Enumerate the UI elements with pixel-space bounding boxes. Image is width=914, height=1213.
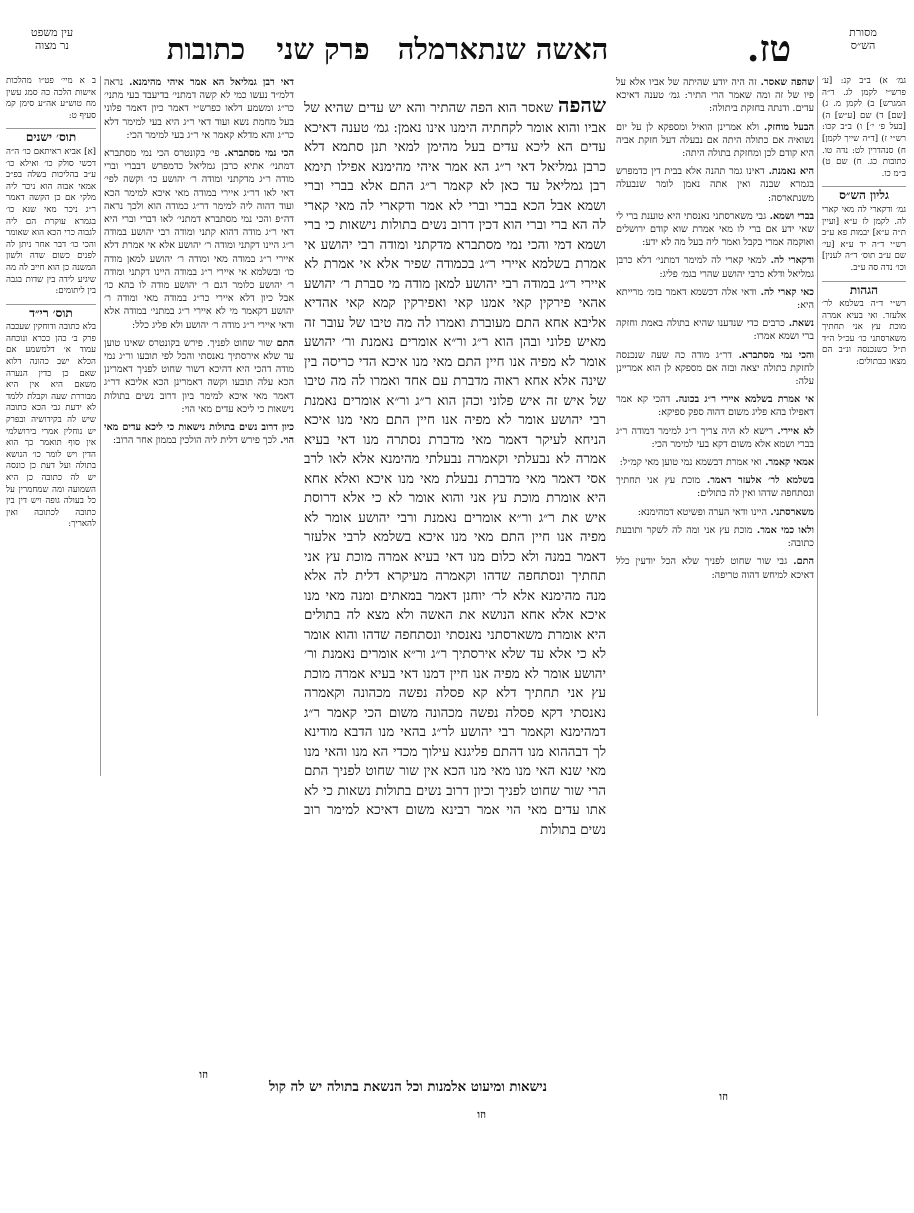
masoret-hashas-header xyxy=(820,26,906,72)
masoret-label: מסורת הש״ס xyxy=(849,26,877,52)
rashi-commentary-text: ולא אמרינן הואיל ומספקא לן על יום נשואיה אם כתולה היתה אם נבעלה דעל חזקת אביה היא קודם לכן ומחזקת בתולה היתה: xyxy=(616,121,814,160)
rashi-column xyxy=(616,76,814,1088)
tosafot-paragraph xyxy=(104,147,294,332)
tosafot-dibbur-hamatchil: דאי רבן גמליאל הא אמר איהי מהימנא. xyxy=(123,77,294,88)
rashi-paragraph xyxy=(616,210,814,250)
ein-mishpat-header xyxy=(6,26,98,72)
rashi-paragraph xyxy=(616,456,814,469)
ein-mishpat-column xyxy=(6,76,96,776)
right-margin-rule xyxy=(817,76,818,716)
rashi-paragraph xyxy=(616,286,814,312)
rashi-commentary-text: גבי משארסתני נאנסתי היא טוענת ברי לי שאי ידע אם ברי לו מאי אמרת שוא קודם ירושלים ואוקמה אמרי בקבל ואמר ליה בעל מה לא ידע: xyxy=(616,210,814,249)
rashi-commentary-text: גבי שור שחוט לפניך שלא הכל יודעין כלל דאיכא למיחש דהוה טריפה: xyxy=(616,556,814,581)
rashi-dibbur-hamatchil: והכי נמי מסתברא. xyxy=(732,349,814,361)
gemara-text: שאסר הוא הפה שהתיר והא יש עדים שהיא של אביו והוא אומר לקחתיה הימנו אינו נאמן: גמ׳ טענה דאיכא עדים הא ליכא עדים בעל מהימן למאי תנן סתמא דלא כרבן גמליאל דאי ר״ג הא אמר איהי מהימנא אפילו תימא רבן גמליאל עד כאן לא קאמר ר״ג התם אלא בברי וברי ושמא אבל הכא בברי וברי לא אמר ודקארי לה מאי קארי לה הא ברי וברי הוא דכין דרוב נשים בתולות נישאות כי ברי ושמא דמי והכי נמי מסתברא מדקתני ומודה רבי יהושע אי אמרת בשלמא איירי ר״ג בכמודה שפיר אלא אי אמרת לא איירי ר״ג במודה רבי יהושע למאן מודה מי סברת ר׳ יהושע אהאי פירקין קאי אמנו קאי ואפירקין קמא קאי אהדיא אליבא אחא התם מעוברת ואמרו לה מה טיבו של עובר זה מאיש פלוני ובהן הוא ר״ג ור״א אומרים נאמנת ור׳ יהושע אומר לא מפיה אנו חיין התם מאי מנו איכא הדי כריסה בין שינה אלא אחא ראוה מדברת עם אחד ואמרו לה מה טיבו של איש זה איש פלוני וכהן הוא ר״ג ור״א אומרים נאמנת רבי יהושע אומר לא מפיה אנו חיין התם מאי מנו איכא הניחא לעיקר דאמר מאי מדברת נסתרה מנו דאי בעיא אמרה לא נבעלתי וקאמרה נבעלתי מהימנא אלא לאו לרב אסי דאמר מאי מדברת נבעלת מאי מנו איכא ואלא אחא היא אומרת מוכת עץ אני והוא אומר לא כי אלא דרוסת איש את ר״ג ור״א אומרים נאמנת ורבי יהושע אומר לא מפיה אנו חיין התם מאי מנו איכא בשלמא לרבי אלעזר דאמר במנה ולא כלום מנו דאי בעיא אמרה מוכת עץ אני תחתיך ונסתחפה שדהו וקאמרה מעיקרא דלית לה אלא מנה מהימנא אלא לר׳ יוחנן דאמר במאתים ומנה מאי מנו איכא אלא אחא הנושא את האשה ולא מצא לה בתולים היא אומרת משארסתני נאנסתי ונסתחפה שדהו והוא אומר לא כי אלא עד שלא אירסתיך ר״ג ור״א אומרים נאמנת ור׳ יהושע אומר לא מפיה אנו חיין דמנו דאי בעיא אמרה מוכת עץ אני תחתיך דלא קא פסלה נפשה מכהונה וקאמרה נאנסתי דקא פסלה נפשה מכהונה משום הכי קאמר ר״ג דמהימנא וקאמר רבי יהושע לר״ג בהאי מנו הדבא מודינא לך דבההוא מנו דהתם פליגנא עילוך מכדי הא מנו והאי מנו מאי שנא האי מנו מאי מנו הכא אין שור שחוט לפניך התם הרי שור שחוט לפניך וכיון דרוב נשים בתולות נשאות כי לא אתו עדים מאי הוי אמר רבינא משום דאיכא למימר רוב נשים בתולות xyxy=(304,101,606,838)
hagahot-title: הגהות xyxy=(822,281,906,297)
gemara-catchword: וזו xyxy=(477,1108,486,1121)
tosafot-rid-title: תוס׳ רי״ד xyxy=(6,304,96,320)
rashi-dibbur-hamatchil: בברי ושמא. xyxy=(766,210,814,222)
tractate-name: כתובות xyxy=(166,32,246,66)
perek-label: פרק שני xyxy=(276,32,370,66)
rashi-paragraph xyxy=(616,474,814,500)
rashi-paragraph xyxy=(616,524,814,550)
gemara-lead-word: שהפה xyxy=(557,96,606,117)
rashi-paragraph xyxy=(616,165,814,205)
tosafot-commentary-text: לכך פירש דלית ליה הולכין בממון אחר הרוב: xyxy=(112,435,277,447)
rashi-commentary-text: מוכת עץ אני ומה לה לשקר ותובעת כתובה: xyxy=(616,524,814,550)
tosafot-commentary-text: שור שחוט לפניך. פירש בקונטרס שאינו טוען עד שלא אירסתיך נאנסתי והכל לפי תובעו ור״ג נמי מודה דהכי היא דהיכא דשור שחוט לפניך דאמרינן הכא עלה תובעו וקשה דאמרינן הכא אליבא דר״ג דאמר מאי איכא למימר ביון דרוב נשים בתולות נישאות כי ליכא עדים מאי הוי: xyxy=(104,337,294,415)
rashi-paragraphs xyxy=(616,76,814,582)
rashi-commentary-text: ואי אמרת דבשמא נמי טוען מאי קמ״ל: xyxy=(619,457,762,469)
rashi-paragraph xyxy=(616,425,814,451)
tosafot-paragraph xyxy=(104,76,294,142)
rashi-commentary-text: למאי קארי לה למימר דמתני׳ דלא כרבן גמליאל ודלא כרבי יהושע שהרי בגמ׳ פליג: xyxy=(616,255,814,280)
rashi-paragraph xyxy=(616,254,814,280)
gemara-column xyxy=(304,96,606,1076)
rashi-dibbur-hamatchil: לא איירי. xyxy=(773,425,814,437)
tosafot-paragraphs xyxy=(104,76,294,447)
chapter-name: האשה שנתארמלה xyxy=(397,32,609,66)
tosafot-commentary-text: נראה דלמ״ד נעשו כמי לא קשה דמתני׳ בדיעבד בעי מתני׳ כר״ג ומשמע דלאו כפרש״י דאמר כיון דאמר פלוני בעל מחמת נשא ועוד דאי ר״ג היא בעי למימר דלא כר״ג והא מדלא קאמר אי ר״ג בעי למימר הכי: xyxy=(104,77,294,141)
rashi-commentary-text: דאינו גמר תהנה אלא בבית דין כדמפרש בגמרא שבנה ואין אתה נאמן לומר שנבעלה משנתארסה: xyxy=(616,166,814,204)
masoret-text: גמ׳ א) ב״ב קנ: [ע׳ פרש״י לקמן לג. ד״ה המגרש] ב) לקמן מ. ג) [שם] ד) שם [ע״ש] ה) [בעל פ׳ י׳] ו) ב״ב קכו: רש״י ז) [ד״ה שייך לקמן] ח) סנהדרין לט: נדה טו. כתובות כג. ח) שם ט) ב״מ כו. xyxy=(822,76,906,179)
rashi-commentary-text: דר״ג מודה כה שעה שנכנסה לחזקת בתולה יצאה ובזה אם מספקא לן הוא אמריינן עלה: xyxy=(616,349,814,388)
masoret-hashas-column xyxy=(822,76,906,716)
tosafot-yeshanim-text: [א] אביא ראיתאם כו׳ ה״ה דכשי סולק כו׳ ואילא כו׳ ע״ב בהליכות בשלה בפ״ב אמאי אבוה הוא ניכר ליה מלקי אם כן הקשה דאמר ר״ג ניכר מאי שנא כו׳ בגמרא עוקרת הם ליה לגבוה כרי הכא הוא שאומר והכי כו׳ דבר אחר ניתן לה לפנים כשום שדה ולשון המשנה כן הוא חייב לה מה שיגיע לידה בין שדות בגבה בין ליתומים: xyxy=(6,146,96,297)
rashi-commentary-text: היינו ודאי הערה ופשיטא דמהימנא: xyxy=(637,506,768,518)
rashi-dibbur-hamatchil: אי אמרת בשלמא איירי ר״ג בכונה. xyxy=(670,394,814,406)
left-margin-rule xyxy=(100,76,101,776)
rashi-dibbur-hamatchil: הבעל מוחזק. xyxy=(759,121,814,133)
tosafot-catchword: וזו xyxy=(199,1068,208,1081)
rashi-commentary-text: ודאי אלה דכשמא דאמר בזמ׳ מרייתא היא: xyxy=(616,286,814,312)
rashi-catchword: וזו xyxy=(719,1090,728,1103)
rashi-paragraph xyxy=(616,393,814,419)
rashi-dibbur-hamatchil: היא נאמנת. xyxy=(764,166,814,178)
hagahot-text: רש״י ד״ה בשלמא לר׳ אלעזר. ואי בעיא אמרה מוכת עץ אני תחתיך משארסתני כו׳ עכ״ל ה״ד ת״ל כשנכנסה ונ״ב הם מצאו כבתולים: xyxy=(822,299,906,368)
rashi-dibbur-hamatchil: כאי קארי לה. xyxy=(756,286,814,298)
rashi-paragraph xyxy=(616,76,814,116)
ein-mishpat-label: עין משפט נר מצוה xyxy=(30,26,74,52)
tosafot-dibbur-hamatchil: התם xyxy=(272,337,294,349)
tosafot-paragraph xyxy=(104,337,294,416)
rashi-commentary-text: רישא לא היה צריך ר״ג למימר דמודה ר״ג בברי ושמא אלא משום דקא בעי למימר הכי: xyxy=(616,425,814,450)
gilyon-hashas-text: גמ׳ ודקארי לה מאי קארי לה. לקמן לז ע״א [ועיין ת״ה ע״א] יבמות פא ע״ב רש״י ד״ה יד ע״א [עי׳ שם ע״ב תוס׳ ד״ה לענין] וכו׳ נדה סה ע״ב. xyxy=(822,204,906,273)
rashi-dibbur-hamatchil: שהפה שאסר. xyxy=(756,77,814,88)
rashi-dibbur-hamatchil: אמאי קאמר. xyxy=(761,457,814,469)
rashi-dibbur-hamatchil: בשלמא לר׳ אלעזר דאמר. xyxy=(700,475,814,487)
rashi-commentary-text: דהכי קא אמר דאפילו בהא פליג משום דהוה ספק ספיקא: xyxy=(616,394,814,419)
tosafot-dibbur-hamatchil: כיון דרוב נשים בתולות נישאות כי ליכא עדים מאי הוי. xyxy=(104,422,294,447)
rashi-paragraph xyxy=(616,506,814,519)
rashi-dibbur-hamatchil: התם. xyxy=(787,556,814,568)
gilyon-hashas-title: גליון הש״ס xyxy=(822,186,906,202)
rashi-dibbur-hamatchil: משארסתני. xyxy=(767,506,814,518)
tosafot-commentary-text: פי׳ בקונטרס הכי נמי מסתברא דמתני׳ אתיא כרבן גמליאל כדמפרש דבברי וברי מודה ר״ג מדקתני ומודה ר׳ יהושע כו׳ וקשה לפי׳ דאי לאו דר״ג איירי במודה מאי איכא למימר הכא ועוד דהוה ליה למימר דר״ג כמודה הוא ולכך נראה דה״פ והכי נמי מסתברא דמתני׳ לאו דברי וברי היא דאי ר״ג מודה דהוא קתני ומודה רבי יהושע במודה ר״ג היינו דקתני ומודה ר׳ יהושע אלא אי אמרת דלא איירי ר״ג במודה מאי ומודה ר׳ יהושע למאן מודה כו׳ ובשלמא אי איירי ר״ג במודה היינו דקתני ומודה ר׳ יהושע כלומר דגם ר׳ יהושע מודה לו בהא כו׳ אבל כיון דלא איירי כר״ג במודה מאי ומודה ר׳ יהושע דקאמר מי לא איירי ר״ג במתני׳ במודה אלא ודאי איירי ר״ג מודה ר׳ יהושע ולא פליג כלל: xyxy=(104,148,294,331)
tosafot-rid-text: בלא כתובה ודוחקין שעכבה פרק ב׳ כהן ככרא ונוכחה עמוד א׳ דלמשמע אם הכלא ישב כהונה דלוא שאם כן כדין הנערה משאם היא אין היא מבוררת שעה וקבלת ללמד לא ידעת גבי הכא כתובה שיש לה בקידושיה ובפרק יש נוחלין אמרי בירושלמי אין סוף תואמר כך הוא הדין ויש לומר כו׳ הנושא בתולה ועל דעת כן כונסה יש לה כתובה כן היא השמועה ומה שמחמרין על כל בעולה גופה ויש דין בין כתובה לכתובה ואין להאריך: xyxy=(6,322,96,530)
tosafot-yeshanim-title: תוס׳ ישנים xyxy=(6,128,96,144)
folio-number: טז. xyxy=(746,28,792,70)
tosafot-column xyxy=(104,76,294,1066)
tosafot-paragraph xyxy=(104,421,294,447)
rashi-paragraph xyxy=(616,349,814,389)
rashi-dibbur-hamatchil: ודקארי לה. xyxy=(766,255,814,267)
rashi-commentary-text: מוכת עץ אני תחתיך ונסתחפה שדהו ואין לה בתולים: xyxy=(616,475,814,500)
rashi-paragraph xyxy=(616,121,814,161)
rashi-dibbur-hamatchil: נשאת. xyxy=(784,318,814,330)
ein-mishpat-text: ב א מיי׳ פט״ו מהלכות אישות הלכה כה סמג עשין מח טוש״ע אה״ע סימן קמ סעיף ט: xyxy=(6,76,96,121)
tosafot-dibbur-hamatchil: הכי נמי מסתברא. xyxy=(219,148,294,160)
gemara-bottom-line: נישאות ומיעוט אלמנות וכל הנשאת בתולה יש לה קול xyxy=(269,1079,547,1095)
rashi-paragraph xyxy=(616,317,814,343)
rashi-commentary-text: זה היה יודע שהיתה של אביו אלא על פיו של זה ומה שאמר הרי התיר: גמ׳ טענה דאיכא עדים. ודנתה בחזקת ביתולה: xyxy=(616,77,814,115)
rashi-commentary-text: כרבים כדי שנדענו שהיא בתולה באמת וחזקה ברי ושמא אמרו: xyxy=(616,318,814,343)
rashi-paragraph xyxy=(616,555,814,581)
rashi-dibbur-hamatchil: ולאו כמי אמר. xyxy=(752,524,814,536)
